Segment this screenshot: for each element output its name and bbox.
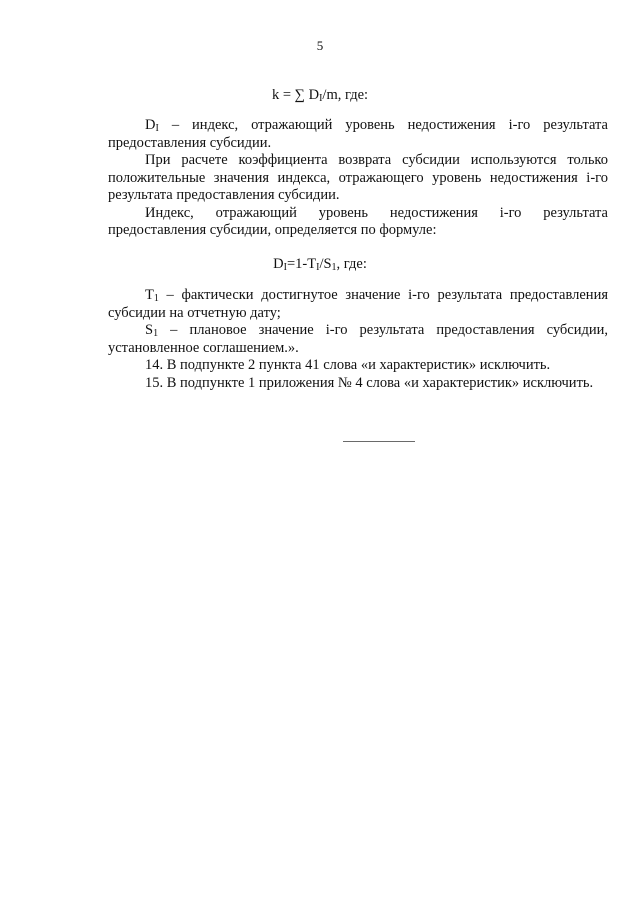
t-symbol: T: [145, 287, 154, 303]
paragraph-t-value: [108, 287, 608, 322]
formula-d-part-b: =1-T: [286, 256, 317, 272]
formula-k-rhs: /m, где:: [322, 87, 369, 103]
paragraph-index-formula-intro: Индекс, отражающий уровень недостижения i-го результата предоставления субсидии, определяется по формуле:: [108, 204, 608, 238]
s-subscript: 1: [153, 328, 159, 339]
end-of-document-rule: [343, 441, 415, 442]
paragraph-item-15: 15. В подпункте 1 приложения № 4 слова «и характеристик» исключить.: [145, 374, 594, 391]
formula-d: [0, 256, 640, 273]
t-subscript: 1: [153, 293, 159, 304]
formula-d-part-a: D: [273, 256, 284, 272]
formula-d-part-c: /S: [319, 256, 332, 272]
page-number: 5: [316, 38, 324, 53]
paragraph-coefficient: При расчете коэффициента возврата субсидии используются только положительные значения индекса, отражающего уровень недостижения i-го результата предоставления субсидии.: [108, 152, 608, 203]
formula-d-sub-b: I: [316, 262, 320, 273]
definitions-block-2: [108, 287, 608, 392]
formula-d-sub-a: I: [283, 262, 287, 273]
t-definition: – фактически достигнутое значение i-го результата предоставления субсидии на отчетную дату;: [108, 287, 608, 321]
paragraph-item-14: 14. В подпункте 2 пункта 41 слова «и характеристик» исключить.: [145, 357, 551, 373]
s-symbol: S: [145, 322, 154, 338]
formula-k: [0, 87, 640, 104]
formula-d-sub-c: 1: [331, 262, 337, 273]
s-definition: – плановое значение i-го результата предоставления субсидии, установленное соглашением.».: [108, 322, 608, 356]
d-symbol: D: [145, 117, 156, 133]
paragraph-d-index: [108, 117, 608, 152]
paragraph-s-value: [108, 322, 608, 357]
formula-k-lhs: k = ∑ D: [271, 87, 320, 103]
definitions-block-1: [108, 117, 608, 240]
formula-d-part-d: , где:: [336, 256, 367, 272]
formula-k-subscript: I: [319, 93, 323, 104]
d-subscript: I: [155, 123, 159, 134]
d-definition: – индекс, отражающий уровень недостижения i-го результата предоставления субсидии.: [108, 117, 608, 151]
